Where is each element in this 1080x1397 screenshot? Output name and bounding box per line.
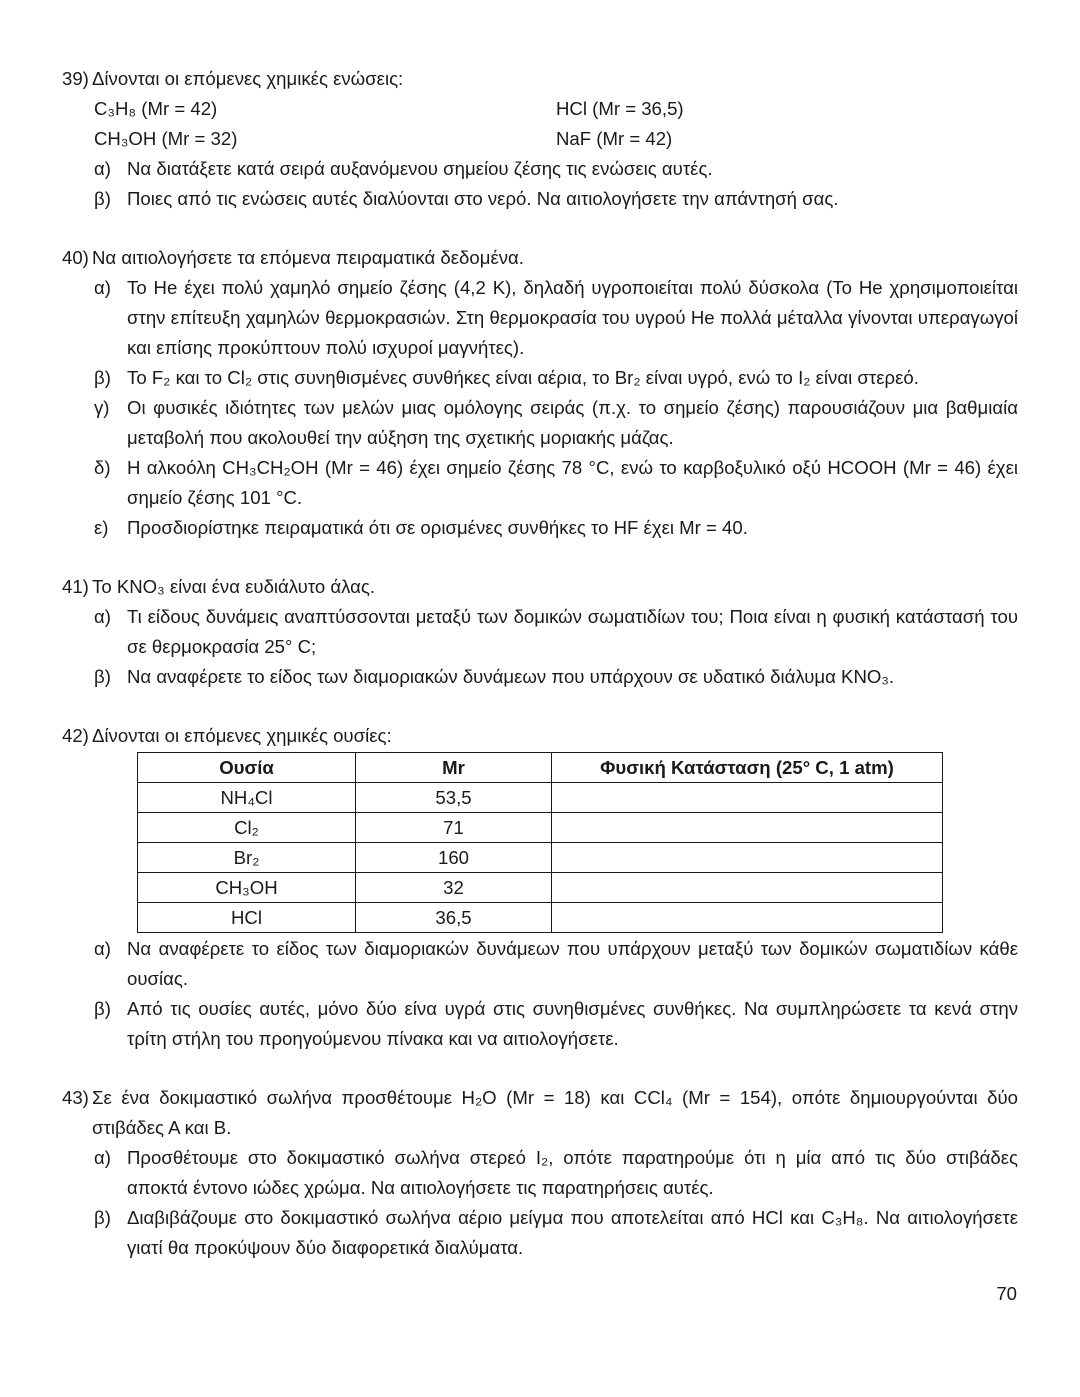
compound: CH₃OH (Mr = 32) <box>94 128 238 149</box>
sub-question-text: Από τις ουσίες αυτές, μόνο δύο είνα υγρά στις συνηθισμένες συνθήκες. Να συμπληρώσετε τα κενά στην τρίτη στήλη του προηγούμενου πίνακα και να αιτιολογήσετε. <box>127 998 1018 1049</box>
sub-question <box>62 602 1018 662</box>
question-header <box>62 1083 1018 1143</box>
table-cell: 71 <box>356 813 552 843</box>
compound-row <box>94 94 1018 124</box>
table-cell: 32 <box>356 873 552 903</box>
sub-question-letter: β) <box>94 367 111 388</box>
sub-question-text: Οι φυσικές ιδιότητες των μελών μιας ομόλογης σειράς (π.χ. το σημείο ζέσης) παρουσιάζουν μια βαθμιαία μεταβολή που ακολουθεί την αύξηση της σχετικής μοριακής μάζας. <box>127 397 1018 448</box>
sub-question-text: Να αναφέρετε το είδος των διαμοριακών δυνάμεων που υπάρχουν μεταξύ των δομικών σωματιδίων κάθε ουσίας. <box>127 938 1018 989</box>
sub-question <box>62 273 1018 363</box>
question-header <box>62 572 1018 602</box>
sub-question-text: Το F₂ και το Cl₂ στις συνηθισμένες συνθήκες είναι αέρια, το Br₂ είναι υγρό, ενώ το I₂ είναι στερεό. <box>127 367 919 388</box>
question-42 <box>62 721 1018 1054</box>
table-row <box>138 873 943 903</box>
compound-row <box>94 124 1018 154</box>
table-cell <box>552 843 943 873</box>
sub-question-text: Διαβιβάζουμε στο δοκιμαστικό σωλήνα αέριο μείγμα που αποτελείται από HCl και C₃H₈. Να αιτιολογήσετε γιατί θα προκύψουν δύο διαφορετικά διαλύματα. <box>127 1207 1018 1258</box>
sub-question-letter: γ) <box>94 397 110 418</box>
question-39 <box>62 64 1018 214</box>
compound-list <box>62 94 1018 154</box>
sub-question <box>62 994 1018 1054</box>
sub-question-text: Ποιες από τις ενώσεις αυτές διαλύονται στο νερό. Να αιτιολογήσετε την απάντησή σας. <box>127 188 839 209</box>
question-41 <box>62 572 1018 692</box>
column-header: Φυσική Κατάσταση (25° C, 1 atm) <box>552 753 943 783</box>
sub-question-letter: α) <box>94 277 111 298</box>
sub-question-text: Τι είδους δυνάμεις αναπτύσσονται μεταξύ των δομικών σωματιδίων του; Ποια είναι η φυσική κατάστασή του σε θερμοκρασία 25° C; <box>127 606 1018 657</box>
question-stem: Σε ένα δοκιμαστικό σωλήνα προσθέτουμε H₂O (Mr = 18) και CCl₄ (Mr = 154), οπότε δημιουργούνται δύο στιβάδες Α και Β. <box>92 1087 1018 1138</box>
sub-question <box>62 1143 1018 1203</box>
question-43 <box>62 1083 1018 1263</box>
sub-question <box>62 1203 1018 1263</box>
question-40 <box>62 243 1018 543</box>
sub-question-letter: β) <box>94 1207 111 1228</box>
sub-question-letter: β) <box>94 666 111 687</box>
table-row <box>138 813 943 843</box>
question-number: 42) <box>62 725 89 746</box>
question-stem: Να αιτιολογήσετε τα επόμενα πειραματικά δεδομένα. <box>92 247 524 268</box>
table-cell: 53,5 <box>356 783 552 813</box>
sub-question <box>62 513 1018 543</box>
question-stem: Το KNO₃ είναι ένα ευδιάλυτο άλας. <box>92 576 376 597</box>
sub-question-text: Να αναφέρετε το είδος των διαμοριακών δυνάμεων που υπάρχουν σε υδατικό διάλυμα KNO₃. <box>127 666 895 687</box>
question-header <box>62 721 1018 751</box>
sub-question-text: Το He έχει πολύ χαμηλό σημείο ζέσης (4,2 K), δηλαδή υγροποιείται πολύ δύσκολα (Το He χρησιμοποιείται στην επίτευξη χαμηλών θερμοκρασιών. Στη θερμοκρασία του υγρού He πολλά μέταλλα γίνονται υπεραγωγοί και επίσης προκύπτουν πολύ ισχυροί μαγνήτες). <box>127 277 1018 358</box>
table-cell: 160 <box>356 843 552 873</box>
table-cell <box>552 873 943 903</box>
page-content <box>62 64 1018 1292</box>
table-cell <box>552 783 943 813</box>
substances-table <box>137 752 943 933</box>
sub-question <box>62 934 1018 994</box>
column-header: Ουσία <box>138 753 356 783</box>
table-cell: NH₄Cl <box>138 783 356 813</box>
compound: NaF (Mr = 42) <box>556 128 673 149</box>
page-number: 70 <box>996 1283 1017 1304</box>
question-number: 43) <box>62 1087 89 1108</box>
question-number: 39) <box>62 68 89 89</box>
question-header <box>62 243 1018 273</box>
sub-question <box>62 393 1018 453</box>
sub-question <box>62 363 1018 393</box>
sub-question-letter: ε) <box>94 517 109 538</box>
question-number: 41) <box>62 576 89 597</box>
sub-question-text: Η αλκοόλη CH₃CH₂OH (Mr = 46) έχει σημείο ζέσης 78 °C, ενώ το καρβοξυλικό οξύ HCOOH (Mr = 46) έχει σημείο ζέσης 101 °C. <box>127 457 1018 508</box>
question-header <box>62 64 1018 94</box>
sub-question-letter: α) <box>94 606 111 627</box>
table-header-row <box>138 753 943 783</box>
sub-question-text: Να διατάξετε κατά σειρά αυξανόμενου σημείου ζέσης τις ενώσεις αυτές. <box>127 158 713 179</box>
table-cell: CH₃OH <box>138 873 356 903</box>
table-cell <box>552 903 943 933</box>
table-cell: Cl₂ <box>138 813 356 843</box>
table-cell: Br₂ <box>138 843 356 873</box>
sub-question <box>62 453 1018 513</box>
sub-question <box>62 154 1018 184</box>
table-row <box>138 843 943 873</box>
sub-question-text: Προσδιορίστηκε πειραματικά ότι σε ορισμένες συνθήκες το HF έχει Mr = 40. <box>127 517 748 538</box>
sub-question-letter: δ) <box>94 457 111 478</box>
column-header: Mr <box>356 753 552 783</box>
question-number: 40) <box>62 247 89 268</box>
sub-question <box>62 662 1018 692</box>
sub-question-letter: β) <box>94 998 111 1019</box>
sub-question-letter: α) <box>94 938 111 959</box>
question-stem: Δίνονται οι επόμενες χημικές ενώσεις: <box>92 68 404 89</box>
compound: C₃H₈ (Mr = 42) <box>94 98 218 119</box>
sub-question-letter: α) <box>94 1147 111 1168</box>
sub-question-text: Προσθέτουμε στο δοκιμαστικό σωλήνα στερεό I₂, οπότε παρατηρούμε ότι η μία από τις δύο στιβάδες αποκτά έντονο ιώδες χρώμα. Να αιτιολογήσετε τις παρατηρήσεις αυτές. <box>127 1147 1018 1198</box>
table-cell: HCl <box>138 903 356 933</box>
table-row <box>138 903 943 933</box>
table-row <box>138 783 943 813</box>
table-cell: 36,5 <box>356 903 552 933</box>
compound: HCl (Mr = 36,5) <box>556 98 684 119</box>
sub-question-letter: β) <box>94 188 111 209</box>
sub-question <box>62 184 1018 214</box>
table-cell <box>552 813 943 843</box>
sub-question-letter: α) <box>94 158 111 179</box>
question-stem: Δίνονται οι επόμενες χημικές ουσίες: <box>92 725 392 746</box>
